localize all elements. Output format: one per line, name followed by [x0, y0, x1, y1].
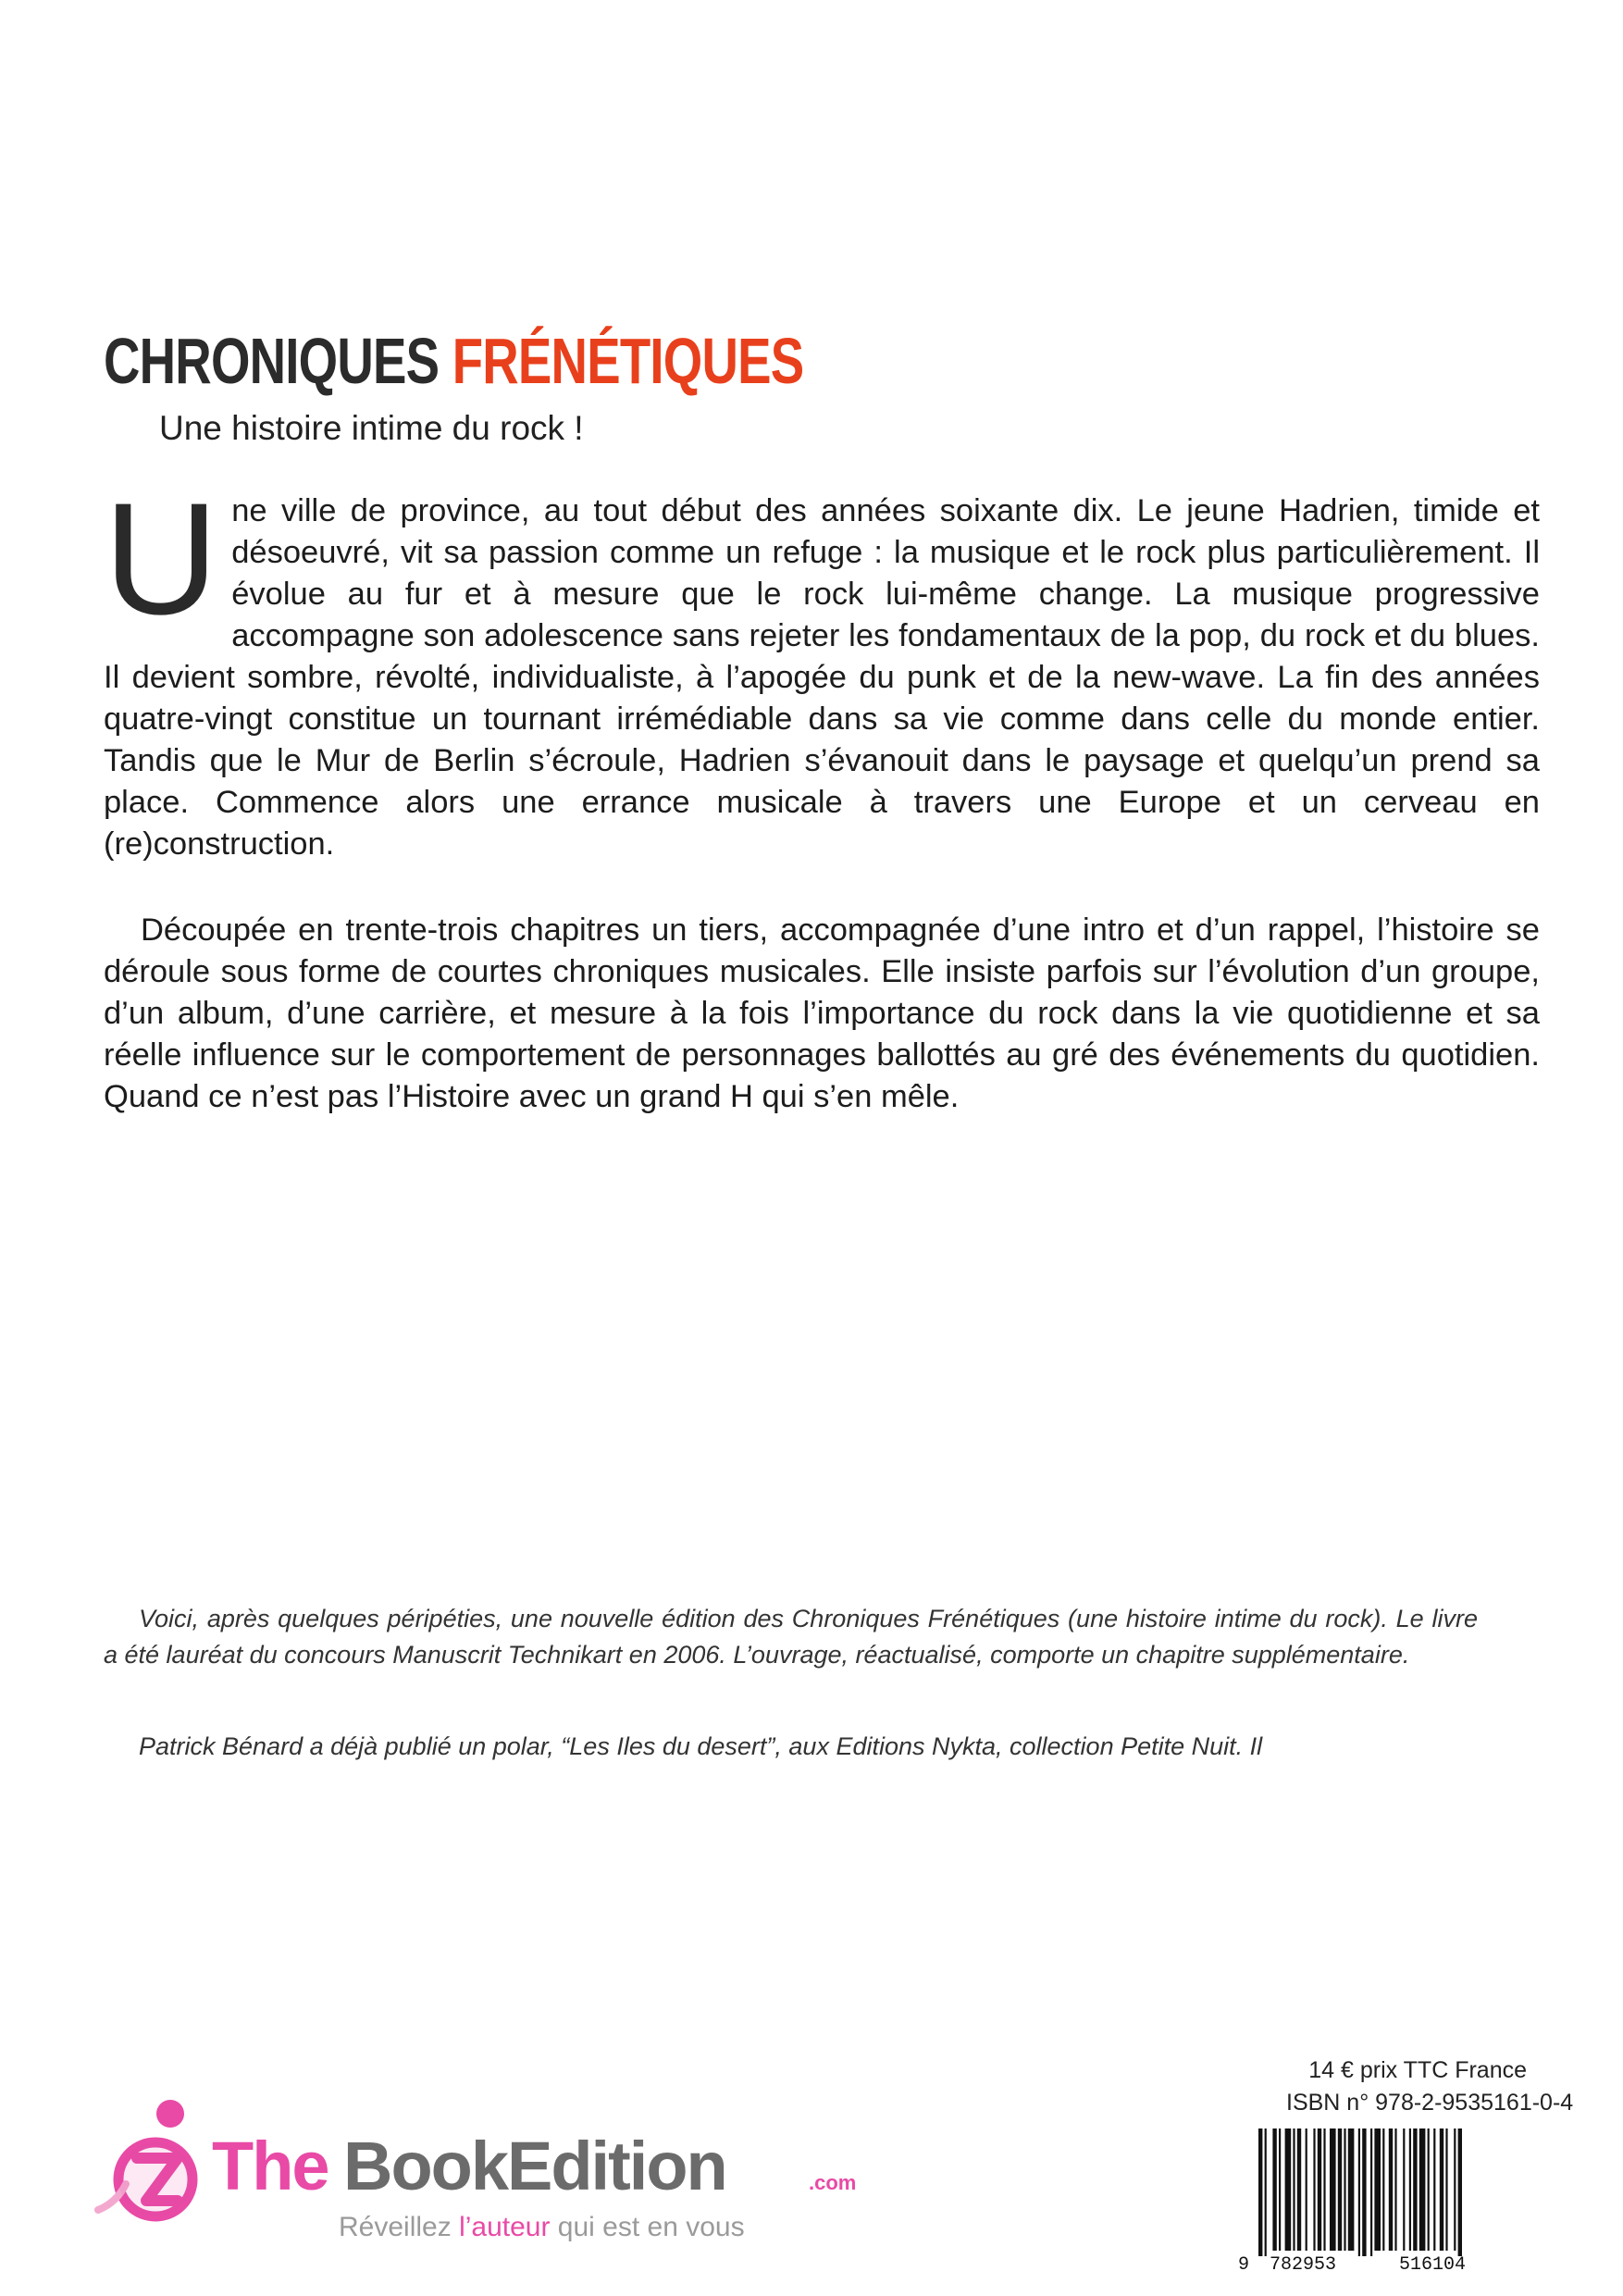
price-isbn-block	[1286, 2054, 1574, 2119]
logo-text-com: .com	[809, 2171, 857, 2194]
barcode-bar	[1265, 2128, 1267, 2256]
barcode-bar	[1433, 2128, 1435, 2251]
synopsis-paragraph-2: Découpée en trente-trois chapitres un tiers, accompagnée d’une intro et d’un rappel, l’histoire se déroule sous forme de courtes chroniques musicales. Elle insiste parfois sur l’évolution d’un groupe, d’un album, d’une carrière, et mesure à la fois l’importance du rock dans la vie quotidienne et sa réelle influence sur le comportement de personnages ballottés au gré des événements du quotidien. Quand ce n’est pas l’Histoire avec un grand H qui s’en mêle.	[104, 912, 1540, 1114]
barcode-bar	[1348, 2128, 1355, 2251]
barcode-bar	[1419, 2128, 1426, 2251]
author-note: Patrick Bénard a déjà publié un polar, “Les Iles du desert”, aux Editions Nykta, collection Petite Nuit. Il	[139, 1732, 1263, 1760]
book-title	[104, 325, 804, 397]
publisher-logo	[89, 2091, 857, 2267]
barcode-bar	[1362, 2128, 1366, 2256]
barcode-bar	[1440, 2128, 1443, 2251]
barcode-bar	[1413, 2128, 1417, 2251]
barcode-bar	[1344, 2128, 1345, 2251]
barcode-bar	[1409, 2128, 1411, 2251]
logo-text-the: The	[212, 2128, 328, 2204]
barcode-bar	[1306, 2128, 1307, 2251]
barcode-bar	[1403, 2128, 1405, 2251]
barcode-bar	[1389, 2128, 1393, 2251]
book-subtitle: Une histoire intime du rock !	[159, 409, 584, 447]
barcode-bar	[1358, 2128, 1360, 2256]
synopsis-paragraph-1	[104, 470, 1540, 865]
synopsis-paragraph-1-text: ne ville de province, au tout début des années soixante dix. Le jeune Hadrien, timide et désoeuvré, vit sa passion comme un refuge : la musique et le rock plus particulièrement. Il évolue au fur et à mesure que le rock lui-même change. La musique progressive accompagne son adolescence sans rejeter les fondamentaux de la pop, du rock et du blues. Il devient sombre, révolté, individualiste, à l’apogée du punk et de la new-wave. La fin des années quatre-vingt constitue un tournant irrémédiable dans sa vie comme dans celle du monde entier. Tandis que le Mur de Berlin s’écroule, Hadrien s’évanouit dans le paysage et quelqu’un prend sa place. Commence alors une errance musicale à travers une Europe et un cerveau en (re)construction.	[104, 493, 1540, 862]
barcode-bar	[1370, 2128, 1372, 2256]
barcode-digit-prefix: 9	[1238, 2254, 1250, 2276]
edition-note: Voici, après quelques péripéties, une nouvelle édition des Chroniques Frénétiques (une histoire intime du rock). Le livre a été lauréat du concours Manuscrit Technikart en 2006. L’ouvrage, réactualisé, comporte un chapitre supplémentaire.	[104, 1605, 1478, 1669]
barcode-bar	[1394, 2128, 1396, 2251]
barcode-bar	[1258, 2128, 1262, 2256]
tagline-accent: l’auteur	[459, 2212, 551, 2242]
title-part-1: CHRONIQUES	[104, 325, 440, 397]
barcode-bar	[1454, 2128, 1456, 2251]
isbn-text: ISBN n° 978-2-9535161-0-4	[1286, 2090, 1574, 2116]
barcode-digits	[1238, 2253, 1530, 2280]
logo-tagline	[339, 2212, 745, 2243]
barcode-bar	[1285, 2128, 1292, 2251]
barcode-bar	[1382, 2128, 1384, 2251]
isbn-barcode	[1238, 2127, 1530, 2280]
barcode-bar	[1330, 2128, 1336, 2251]
barcode-bar	[1323, 2128, 1325, 2251]
tagline-start: Réveillez	[339, 2212, 460, 2242]
barcode-bar	[1272, 2128, 1276, 2251]
barcode-digit-group-2: 516104	[1399, 2254, 1467, 2276]
barcode-bar	[1279, 2128, 1281, 2251]
barcode-digit-group-1: 782953	[1270, 2254, 1337, 2276]
drop-cap: U	[104, 470, 219, 648]
barcode-bar	[1338, 2128, 1342, 2251]
barcode-bar	[1293, 2128, 1295, 2251]
tagline-end: qui est en vous	[550, 2212, 745, 2242]
barcode-bar	[1458, 2128, 1462, 2256]
title-part-2: FRÉNÉTIQUES	[452, 325, 804, 397]
barcode-bars	[1238, 2127, 1530, 2256]
barcode-bar	[1428, 2128, 1430, 2251]
barcode-bar	[1297, 2128, 1301, 2251]
logo-text-book-edition: BookEdition	[343, 2128, 726, 2204]
publisher-person-icon	[89, 2091, 209, 2240]
barcode-bar	[1313, 2128, 1315, 2251]
barcode-bar	[1445, 2128, 1447, 2251]
price-text: 14 € prix TTC France	[1308, 2057, 1527, 2083]
barcode-bar	[1374, 2128, 1381, 2251]
barcode-bar	[1318, 2128, 1321, 2251]
